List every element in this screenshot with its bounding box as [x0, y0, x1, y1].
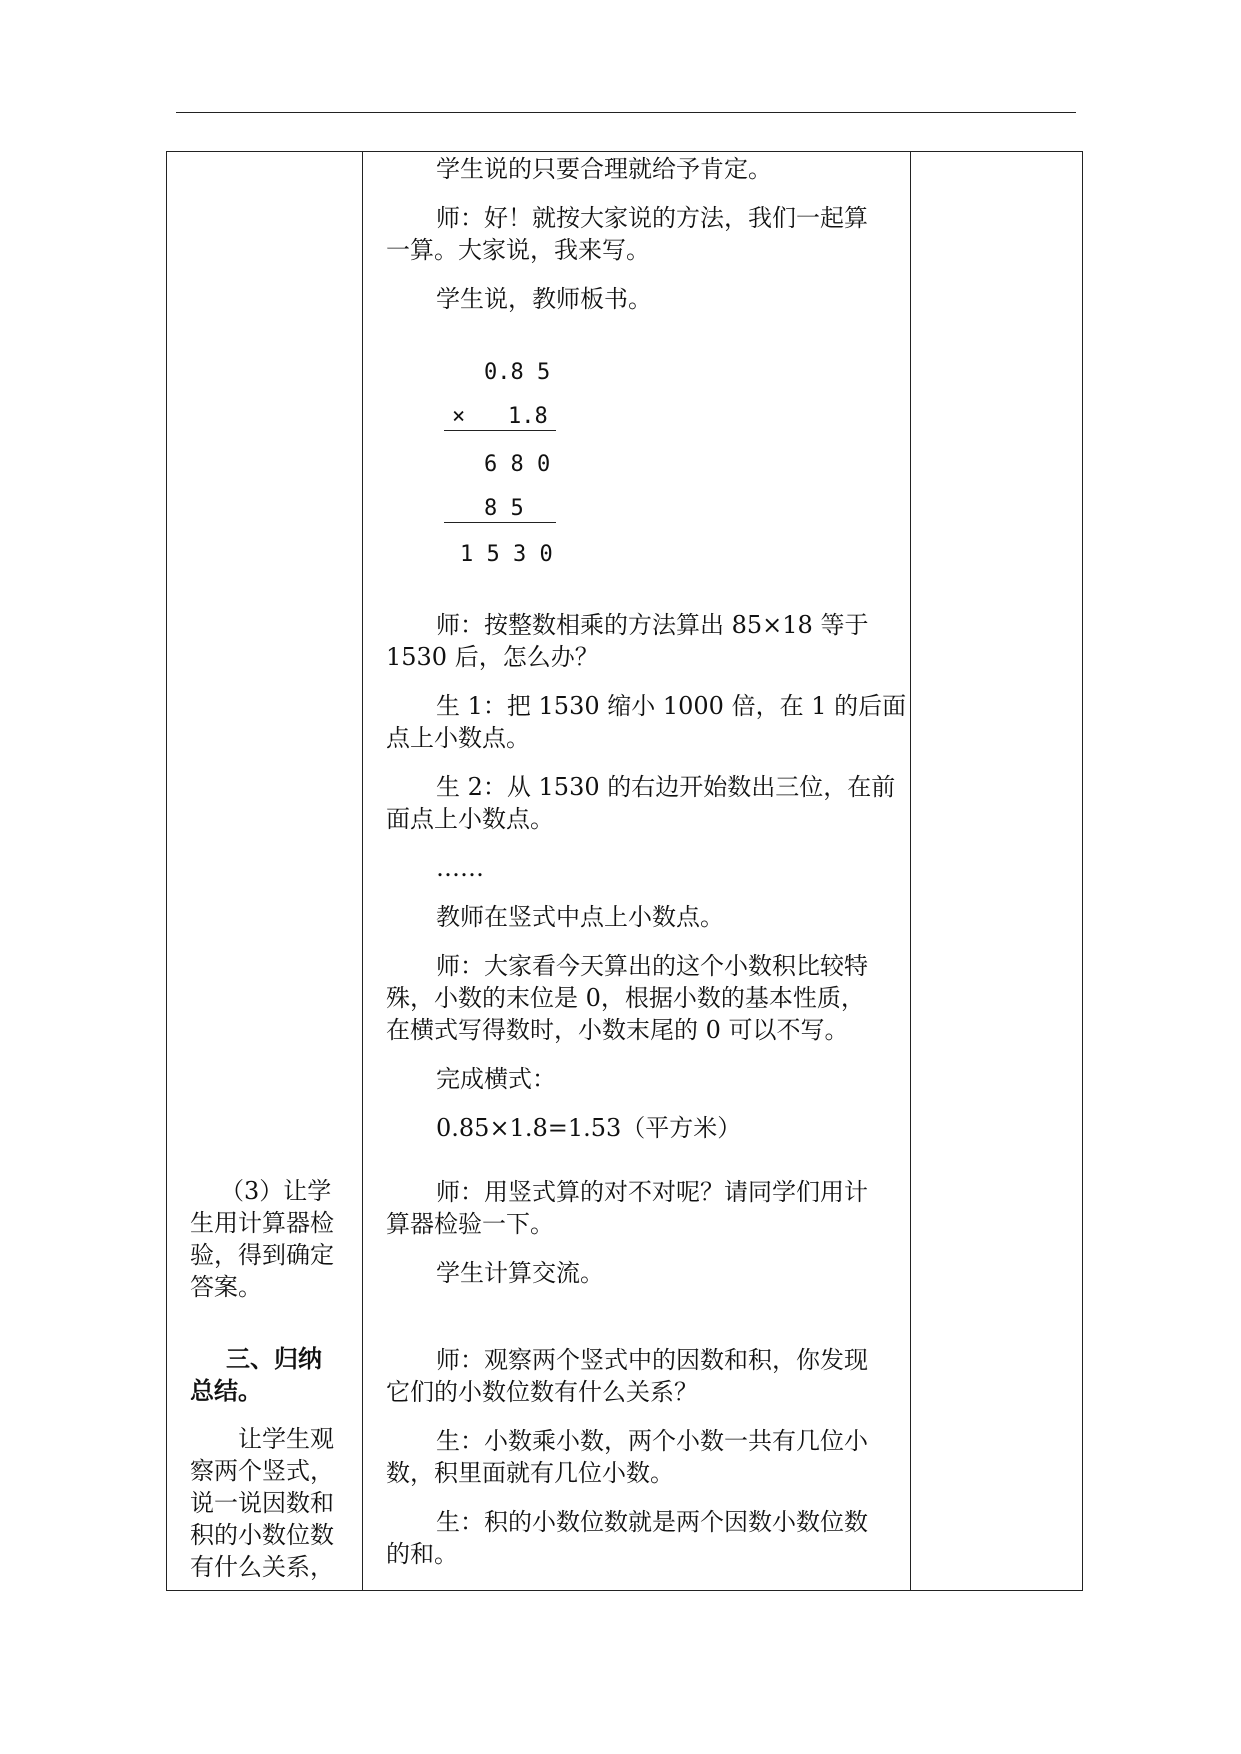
teacher-line-2a: 师：按整数相乘的方法算出 85×18 等于 [436, 611, 869, 639]
teacher-line-5a: 师：观察两个竖式中的因数和积，你发现 [436, 1346, 868, 1374]
student2-line-a: 生 2：从 1530 的右边开始数出三位，在前 [436, 773, 896, 801]
teacher-point-line: 教师在竖式中点上小数点。 [436, 903, 724, 931]
column-divider-left [362, 151, 363, 1591]
calc-row-1: 0.8 5 [484, 360, 551, 385]
calc-rule-2 [444, 522, 556, 523]
step3-line-4: 答案。 [190, 1273, 262, 1301]
complete-label: 完成横式： [436, 1065, 556, 1093]
teacher-line-2b: 1530 后，怎么办？ [386, 643, 599, 671]
teacher-line-5b: 它们的小数位数有什么关系？ [386, 1378, 698, 1406]
affirm-line: 学生说的只要合理就给予肯定。 [436, 155, 772, 183]
calc-row-5: 1 5 3 0 [460, 542, 553, 567]
step3-line-2: 生用计算器检 [190, 1209, 334, 1237]
calc-row-2: 1.8 [508, 404, 548, 429]
observe-line-5: 有什么关系， [190, 1553, 334, 1581]
column-divider-right [910, 151, 911, 1591]
board-line: 学生说，教师板书。 [436, 285, 652, 313]
students-calc-line: 学生计算交流。 [436, 1259, 604, 1287]
section-title-line-1: 三、归纳 [226, 1344, 322, 1373]
calc-rule-1 [444, 430, 556, 431]
step3-line-1: （3）让学 [220, 1177, 332, 1205]
observe-line-1: 让学生观 [238, 1425, 334, 1453]
teacher-line-3a: 师：大家看今天算出的这个小数积比较特 [436, 952, 868, 980]
observe-line-4: 积的小数位数 [190, 1521, 334, 1549]
ellipsis: …… [436, 854, 484, 882]
calc-multiply-sign: × [452, 404, 466, 429]
calc-row-3: 6 8 0 [484, 452, 551, 477]
student2-line-b: 面点上小数点。 [386, 805, 554, 833]
equation-line: 0.85×1.8=1.53（平方米） [436, 1114, 742, 1142]
student3-line-b: 数，积里面就有几位小数。 [386, 1459, 674, 1487]
teacher-line-3c: 在横式写得数时，小数末尾的 0 可以不写。 [386, 1016, 849, 1044]
teacher-line-3b: 殊，小数的末位是 0，根据小数的基本性质， [386, 984, 865, 1012]
teacher-line-1b: 一算。大家说，我来写。 [386, 236, 650, 264]
calc-row-4: 8 5 [484, 496, 524, 521]
student4-line-b: 的和。 [386, 1540, 458, 1568]
teacher-line-4b: 算器检验一下。 [386, 1210, 554, 1238]
student4-line-a: 生：积的小数位数就是两个因数小数位数 [436, 1508, 868, 1536]
header-rule [176, 112, 1076, 113]
student3-line-a: 生：小数乘小数，两个小数一共有几位小 [436, 1427, 868, 1455]
section-title-line-2: 总结。 [190, 1376, 262, 1405]
student1-line-a: 生 1：把 1530 缩小 1000 倍，在 1 的后面 [436, 692, 907, 720]
observe-line-2: 察两个竖式， [190, 1457, 334, 1485]
observe-line-3: 说一说因数和 [190, 1489, 334, 1517]
student1-line-b: 点上小数点。 [386, 724, 530, 752]
teacher-line-1a: 师：好！就按大家说的方法，我们一起算 [436, 204, 868, 232]
step3-line-3: 验，得到确定 [190, 1241, 334, 1269]
teacher-line-4a: 师：用竖式算的对不对呢？请同学们用计 [436, 1178, 868, 1206]
